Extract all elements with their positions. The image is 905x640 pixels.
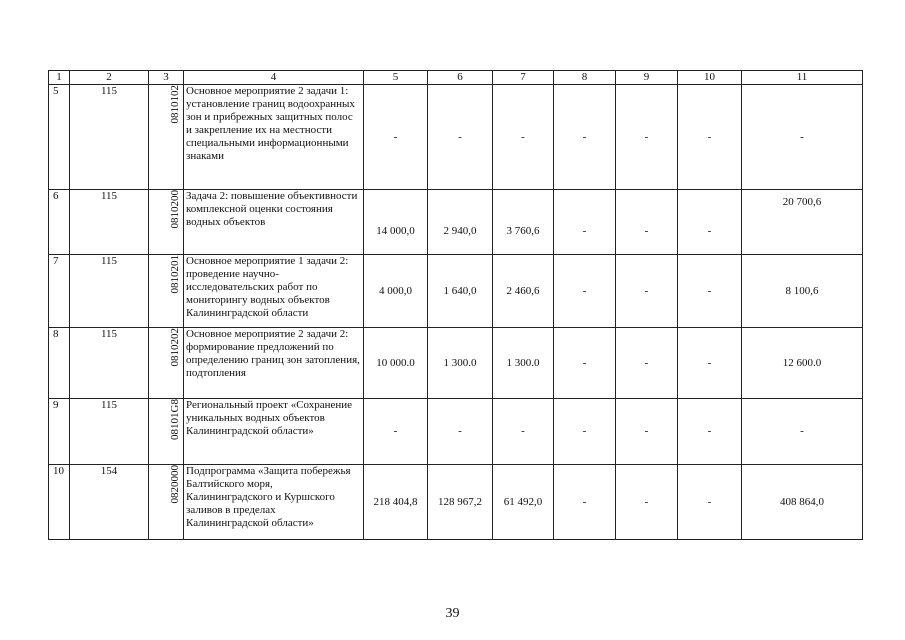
value-cell: - [554,190,616,255]
value-cell: - [616,255,678,328]
value-cell: 1 640,0 [428,255,493,328]
budget-table [48,70,863,540]
value-cell: - [678,85,742,190]
header-cell: 9 [616,71,678,85]
classifier-cell [149,85,184,190]
value-cell: 1 300.0 [428,328,493,399]
value-cell: - [616,328,678,399]
description-cell: Региональный проект «Сохранение уникальных водных объектов Калининградской области» [184,399,364,465]
description-cell: Основное мероприятие 1 задачи 2: проведение научно-исследовательских работ по мониторингу водных объектов Калининградской области [184,255,364,328]
value-cell: - [554,399,616,465]
total-cell: - [742,399,863,465]
value-cell: - [493,85,554,190]
description-cell: Задача 2: повышение объективности комплексной оценки состояния водных объектов [184,190,364,255]
row-number: 7 [49,255,70,328]
classifier-cell [149,190,184,255]
value-cell: - [616,399,678,465]
value-cell: - [493,399,554,465]
description-cell: Основное мероприятие 2 задачи 2: формирование предложений по определению границ зон затопления, подтопления [184,328,364,399]
value-cell: - [428,85,493,190]
row-number: 10 [49,465,70,540]
value-cell: - [678,399,742,465]
total-cell: 20 700,6 [742,190,863,255]
classifier-cell [149,328,184,399]
total-cell: - [742,85,863,190]
value-cell: 3 760,6 [493,190,554,255]
total-cell: 8 100,6 [742,255,863,328]
value-cell: - [678,465,742,540]
value-cell: - [678,328,742,399]
row-number: 9 [49,399,70,465]
value-cell: 218 404,8 [364,465,428,540]
header-cell: 1 [49,71,70,85]
classifier-cell [149,399,184,465]
table-row [49,190,863,255]
code-cell: 115 [70,399,149,465]
classifier-code: 0810202 [169,328,181,367]
header-cell: 10 [678,71,742,85]
row-number: 6 [49,190,70,255]
value-cell: - [554,85,616,190]
value-cell: - [678,255,742,328]
value-cell: - [678,190,742,255]
value-cell: 4 000,0 [364,255,428,328]
table-row [49,328,863,399]
header-cell: 11 [742,71,863,85]
classifier-cell [149,465,184,540]
description-cell: Основное мероприятие 2 задачи 1: установление границ водоохранных зон и прибрежных защитных полос и закрепление их на местности специальными информационными знаками [184,85,364,190]
value-cell: - [364,85,428,190]
classifier-code: 0810102 [169,85,181,124]
table-row [49,399,863,465]
table-row [49,85,863,190]
row-number: 8 [49,328,70,399]
value-cell: 1 300.0 [493,328,554,399]
header-cell: 5 [364,71,428,85]
code-cell: 115 [70,328,149,399]
code-cell: 115 [70,255,149,328]
classifier-code: 0810201 [169,255,181,294]
header-cell: 4 [184,71,364,85]
header-cell: 8 [554,71,616,85]
classifier-code: 0820000 [169,465,181,504]
header-cell: 6 [428,71,493,85]
code-cell: 115 [70,85,149,190]
value-cell: - [554,465,616,540]
header-cell: 2 [70,71,149,85]
row-number: 5 [49,85,70,190]
value-cell: - [554,255,616,328]
code-cell: 115 [70,190,149,255]
page-number: 39 [445,606,460,621]
header-cell: 3 [149,71,184,85]
classifier-cell [149,255,184,328]
header-row [49,71,863,85]
value-cell: - [428,399,493,465]
value-cell: 128 967,2 [428,465,493,540]
classifier-code: 0810200 [169,190,181,229]
value-cell: - [554,328,616,399]
value-cell: 14 000,0 [364,190,428,255]
value-cell: - [364,399,428,465]
description-cell: Подпрограмма «Защита побережья Балтийского моря, Калининградского и Куршского заливов в пределах Калининградской области» [184,465,364,540]
value-cell: 2 460,6 [493,255,554,328]
value-cell: - [616,85,678,190]
classifier-code: 08101G8 [169,399,181,440]
value-cell: 10 000.0 [364,328,428,399]
value-cell: - [616,190,678,255]
total-cell: 408 864,0 [742,465,863,540]
table-row [49,255,863,328]
value-cell: - [616,465,678,540]
value-cell: 61 492,0 [493,465,554,540]
header-cell: 7 [493,71,554,85]
code-cell: 154 [70,465,149,540]
total-cell: 12 600.0 [742,328,863,399]
table-row [49,465,863,540]
value-cell: 2 940,0 [428,190,493,255]
